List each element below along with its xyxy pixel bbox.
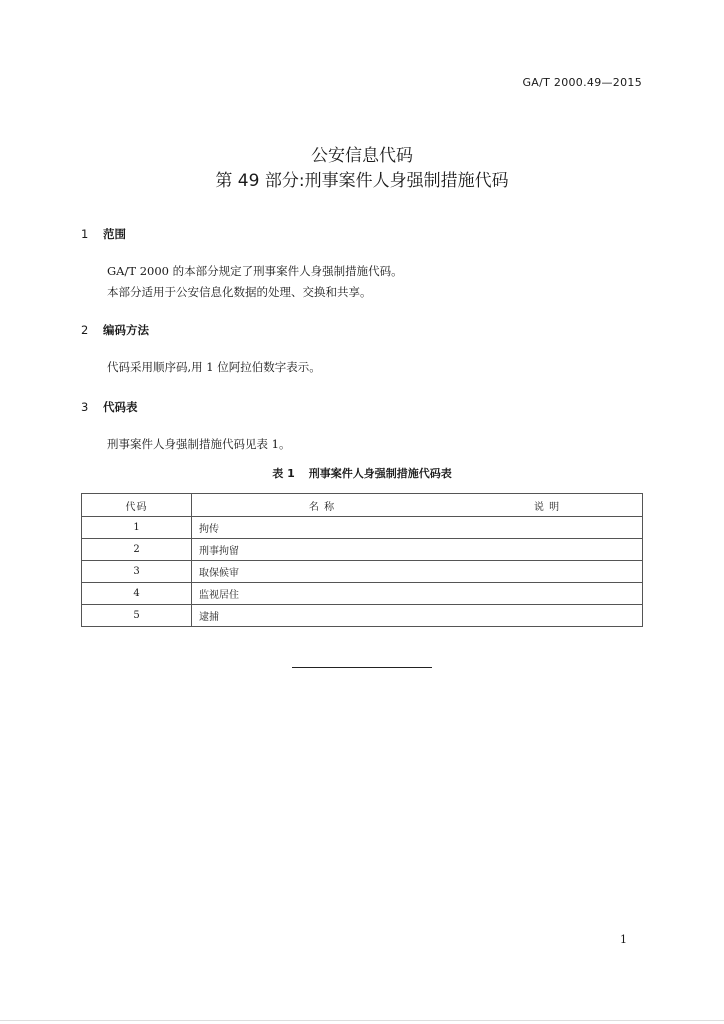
scope-paragraph-1: GA/T 2000 的本部分规定了刑事案件人身强制措施代码。 bbox=[107, 264, 403, 278]
scope-paragraph-2: 本部分适用于公安信息化数据的处理、交换和共享。 bbox=[107, 285, 372, 299]
table-row bbox=[82, 517, 643, 539]
end-of-document-rule bbox=[292, 667, 432, 668]
section-title: 范围 bbox=[103, 227, 126, 241]
code-cell: 4 bbox=[82, 583, 192, 605]
section-number: 1 bbox=[81, 227, 89, 241]
code-cell: 5 bbox=[82, 605, 192, 627]
note-cell bbox=[452, 605, 643, 627]
method-paragraph: 代码采用顺序码,用 1 位阿拉伯数字表示。 bbox=[107, 360, 321, 374]
table-header-row bbox=[82, 494, 643, 517]
note-cell bbox=[452, 539, 643, 561]
table-row bbox=[82, 583, 643, 605]
code-cell: 2 bbox=[82, 539, 192, 561]
section-heading-method bbox=[81, 322, 149, 338]
page-bottom-divider bbox=[0, 1020, 724, 1021]
page-number: 1 bbox=[620, 933, 627, 946]
code-cell: 3 bbox=[82, 561, 192, 583]
table-reference-paragraph: 刑事案件人身强制措施代码见表 1。 bbox=[107, 437, 291, 451]
header-code: 代码 bbox=[82, 494, 192, 517]
note-cell bbox=[452, 517, 643, 539]
table-row bbox=[82, 605, 643, 627]
note-cell bbox=[452, 583, 643, 605]
header-note: 说 明 bbox=[452, 494, 643, 517]
table-row bbox=[82, 539, 643, 561]
table-row bbox=[82, 561, 643, 583]
document-title: 公安信息代码 bbox=[311, 146, 413, 166]
name-cell: 监视居住 bbox=[192, 583, 453, 605]
code-cell: 1 bbox=[82, 517, 192, 539]
name-cell: 拘传 bbox=[192, 517, 453, 539]
code-table bbox=[81, 493, 643, 627]
name-cell: 逮捕 bbox=[192, 605, 453, 627]
section-title: 代码表 bbox=[103, 400, 138, 414]
table-caption-title: 刑事案件人身强制措施代码表 bbox=[308, 467, 452, 480]
section-heading-scope bbox=[81, 226, 126, 242]
section-number: 3 bbox=[81, 400, 89, 414]
section-number: 2 bbox=[81, 323, 89, 337]
name-cell: 刑事拘留 bbox=[192, 539, 453, 561]
header-name: 名 称 bbox=[192, 494, 453, 517]
document-subtitle: 第 49 部分:刑事案件人身强制措施代码 bbox=[215, 171, 509, 191]
section-heading-code-table bbox=[81, 399, 138, 415]
section-title: 编码方法 bbox=[103, 323, 149, 337]
standard-number: GA/T 2000.49—2015 bbox=[522, 76, 642, 89]
name-cell: 取保候审 bbox=[192, 561, 453, 583]
table-caption-number: 表 1 bbox=[272, 467, 295, 480]
note-cell bbox=[452, 561, 643, 583]
table-caption bbox=[0, 465, 724, 481]
